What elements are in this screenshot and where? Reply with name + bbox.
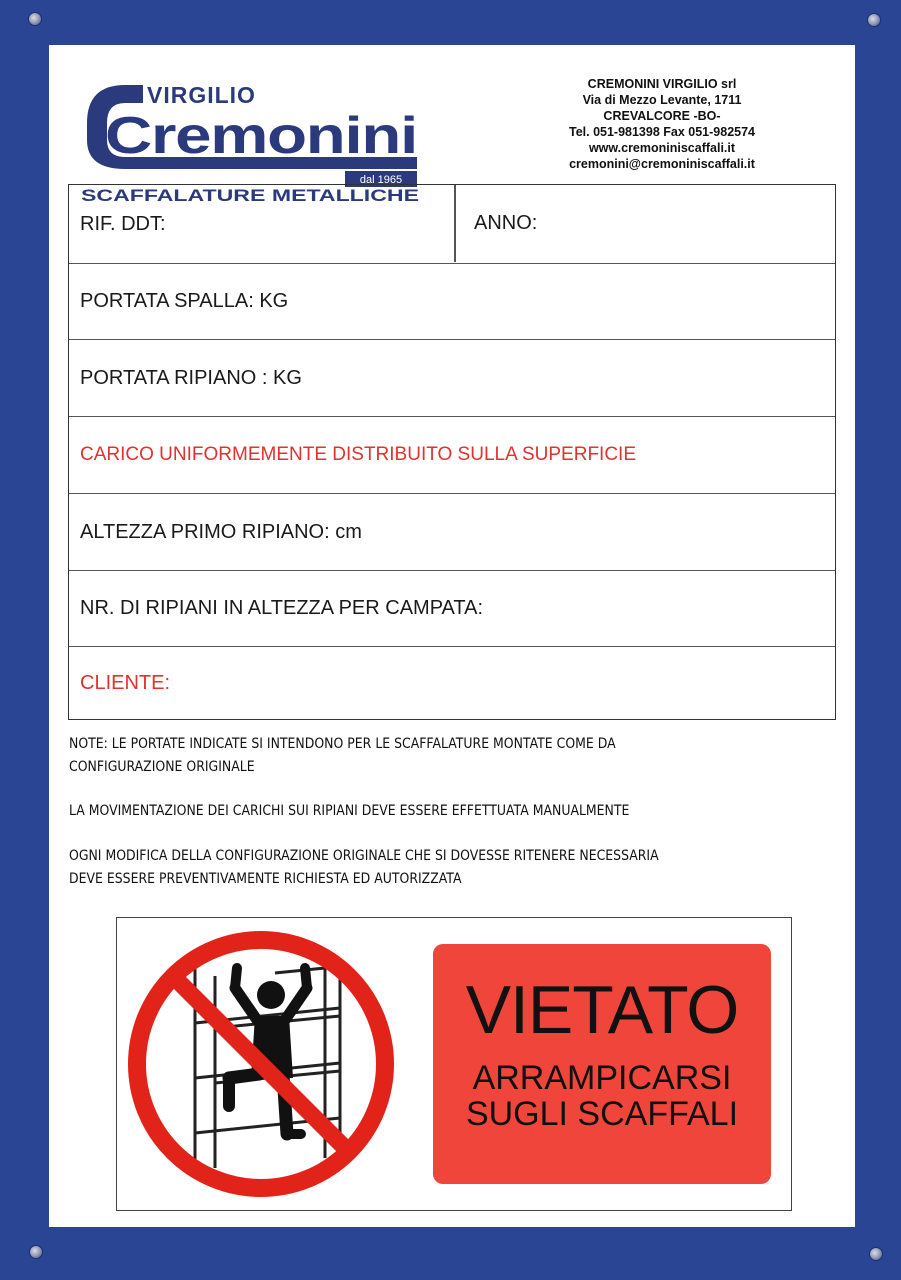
logo-tagline: SCAFFALATURE METALLICHE <box>81 186 419 202</box>
row-portata-ripiano <box>69 339 835 416</box>
company-phone-fax: Tel. 051-981398 Fax 051-982574 <box>568 125 756 139</box>
label-carico: CARICO UNIFORMEMENTE DISTRIBUITO SULLA SUPERFICIE <box>80 444 637 465</box>
row-rif-ddt <box>69 185 835 263</box>
company-city: CREVALCORE -BO- <box>603 109 721 123</box>
label-portata-ripiano: PORTATA RIPIANO : KG <box>80 366 302 389</box>
company-email: cremonini@cremoniniscaffali.it <box>569 157 755 171</box>
no-climbing-icon <box>125 928 397 1200</box>
sign-title: VIETATO <box>465 972 739 1048</box>
logo-virgilio: VIRGILIO <box>147 82 256 108</box>
label-portata-spalla: PORTATA SPALLA: KG <box>80 290 289 312</box>
company-address: Via di Mezzo Levante, 1711 <box>582 93 742 107</box>
company-info <box>489 76 835 172</box>
cell-divider <box>454 185 456 262</box>
note-modifica-line1: OGNI MODIFICA DELLA CONFIGURAZIONE ORIGINALE CHE SI DOVESSE RITENERE NECESSARIA <box>69 848 659 864</box>
note-portate <box>69 733 829 779</box>
row-portata-spalla <box>69 263 835 339</box>
note-portate-line1: NOTE: LE PORTATE INDICATE SI INTENDONO PER LE SCAFFALATURE MONTATE COME DA <box>69 736 616 752</box>
screw-icon <box>30 1246 42 1258</box>
note-portate-line2: CONFIGURAZIONE ORIGINALE <box>69 759 255 775</box>
label-rif-ddt: RIF. DDT: <box>80 212 166 235</box>
screw-icon <box>868 14 880 26</box>
screw-icon <box>870 1248 882 1260</box>
note-modifica <box>69 845 829 891</box>
sign-line2: SUGLI SCAFFALI <box>465 1095 739 1133</box>
row-carico <box>69 416 835 493</box>
row-altezza <box>69 493 835 570</box>
logo-brand: Cremonini <box>105 107 417 165</box>
warning-box <box>116 917 792 1211</box>
prohibition-sign <box>433 944 771 1184</box>
row-cliente <box>69 646 835 719</box>
row-anno <box>474 185 537 262</box>
company-website: www.cremoniniscaffali.it <box>588 141 736 155</box>
info-table <box>68 184 836 720</box>
sign-panel <box>49 45 855 1227</box>
note-movimentazione-line: LA MOVIMENTAZIONE DEI CARICHI SUI RIPIANI DEVE ESSERE EFFETTUATA MANUALMENTE <box>69 803 630 819</box>
row-nr-ripiani <box>69 570 835 646</box>
company-name: CREMONINI VIRGILIO srl <box>587 77 737 91</box>
logo-since: dal 1965 <box>359 174 403 186</box>
label-cliente: CLIENTE: <box>80 671 171 694</box>
label-altezza: ALTEZZA PRIMO RIPIANO: cm <box>80 520 362 543</box>
note-movimentazione <box>69 800 829 823</box>
screw-icon <box>29 13 41 25</box>
sign-line1: ARRAMPICARSI <box>472 1059 732 1097</box>
label-anno: ANNO: <box>474 212 538 234</box>
label-nr-ripiani: NR. DI RIPIANI IN ALTEZZA PER CAMPATA: <box>80 597 484 619</box>
note-modifica-line2: DEVE ESSERE PREVENTIVAMENTE RICHIESTA ED AUTORIZZATA <box>69 871 462 887</box>
